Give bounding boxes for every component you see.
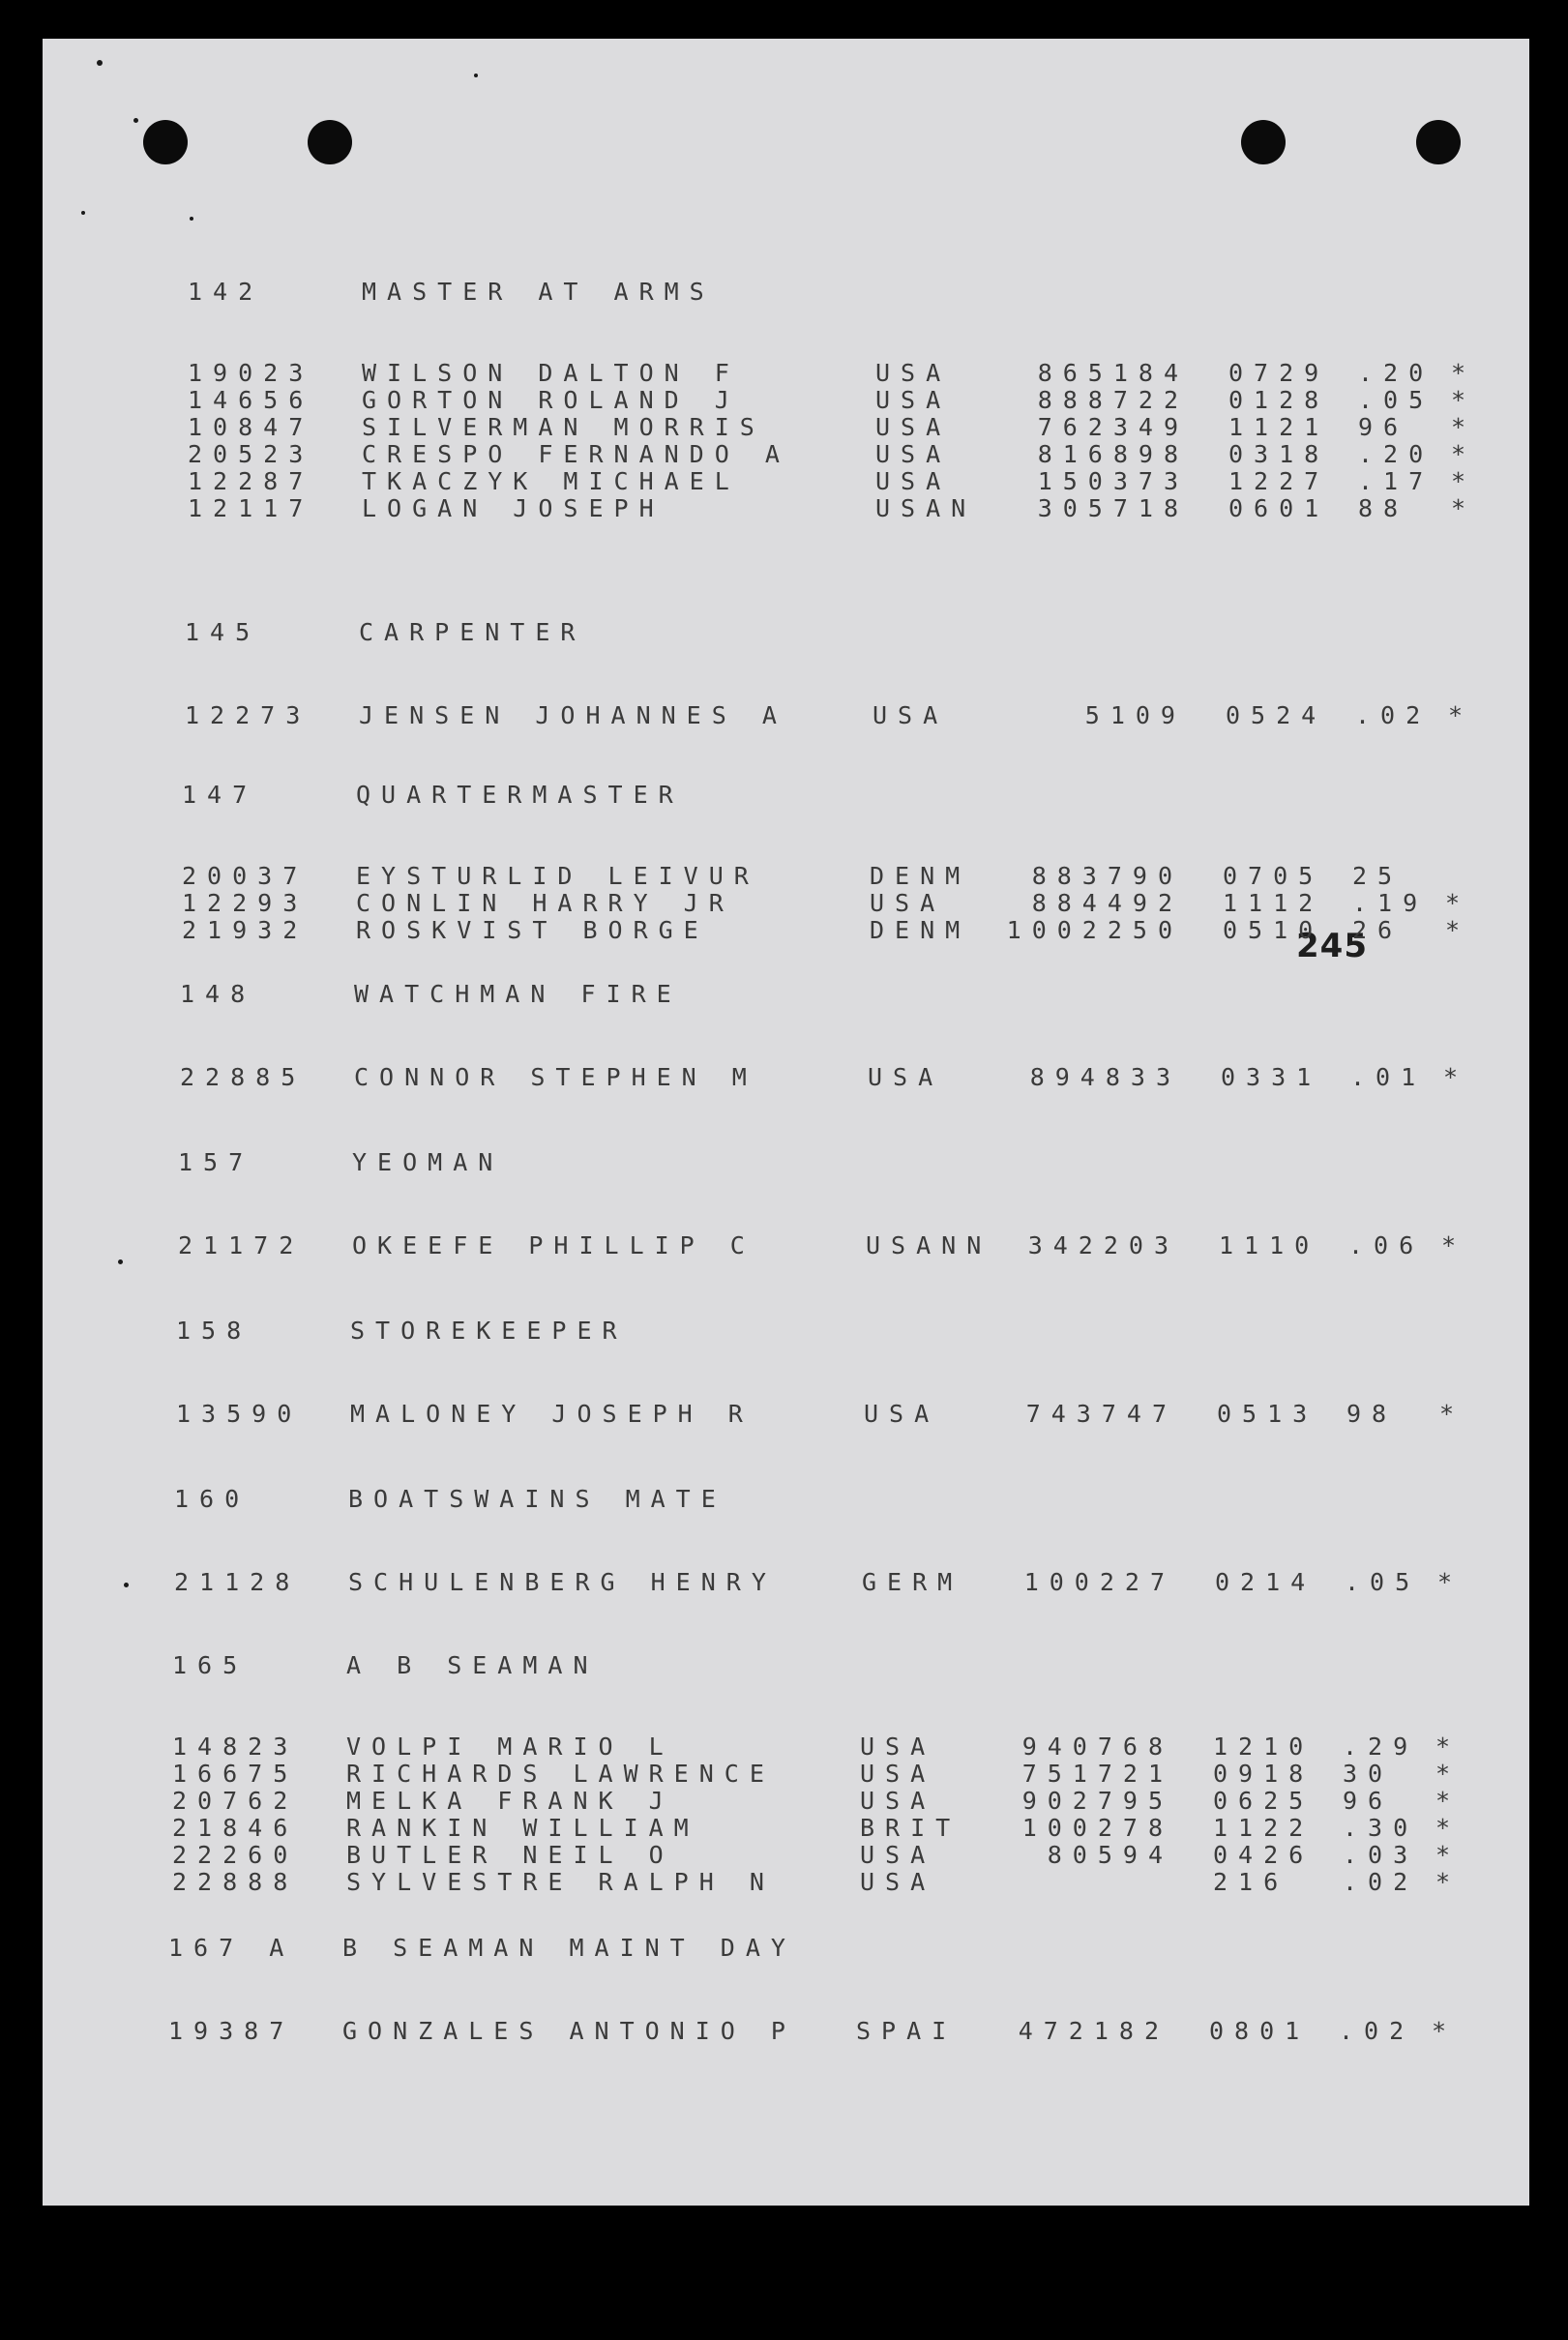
crew-name: RICHARDS LAWRENCE (346, 1760, 775, 1788)
crew-name: OKEEFE PHILLIP C (352, 1231, 755, 1259)
crew-name: ROSKVIST BORGE (356, 916, 709, 944)
document-number: 883790 (1031, 862, 1183, 890)
crew-name: JENSEN JOHANNES A (359, 701, 787, 729)
document-number: 100227 (1023, 1568, 1175, 1596)
document-number: 865184 (1037, 359, 1189, 387)
nationality: DENM (870, 916, 971, 944)
date-code: 1122 (1213, 1814, 1315, 1842)
crew-id: 14823 (172, 1733, 299, 1761)
asterisk-mark: * (1432, 2017, 1447, 2045)
crew-row (43, 387, 1529, 414)
crew-id: 12273 (185, 701, 311, 729)
crew-id: 12287 (188, 467, 314, 495)
crew-id: 14656 (188, 386, 314, 414)
date-code: 0331 (1221, 1063, 1322, 1091)
document-number: 884492 (1031, 889, 1183, 917)
asterisk-mark: * (1439, 1400, 1455, 1428)
rate-value: .06 (1348, 1231, 1425, 1259)
asterisk-mark: * (1435, 1868, 1451, 1896)
rate-value: .20 (1358, 359, 1435, 387)
crew-row (43, 441, 1529, 468)
nationality: BRIT (860, 1814, 962, 1842)
nationality: SPAI (856, 2017, 958, 2045)
asterisk-mark: * (1451, 359, 1466, 387)
date-code: 0128 (1228, 386, 1330, 414)
rate-value: .17 (1358, 467, 1435, 495)
crew-row (43, 414, 1529, 441)
date-code: 1121 (1228, 413, 1330, 441)
rate-value: .20 (1358, 440, 1435, 468)
asterisk-mark: * (1451, 494, 1466, 522)
crew-id: 20037 (182, 862, 309, 890)
rating-section (43, 782, 1524, 944)
crew-name: CRESPO FERNANDO A (362, 440, 790, 468)
rating-section (43, 981, 1522, 1091)
nationality: USANN (866, 1231, 992, 1259)
section-header (43, 782, 1524, 809)
crew-row (43, 890, 1524, 917)
crew-row (43, 1064, 1522, 1091)
rate-value: 88 (1358, 494, 1409, 522)
date-code: 0510 (1223, 916, 1324, 944)
crew-row (43, 1401, 1518, 1428)
crew-row (43, 917, 1524, 944)
date-code: 0918 (1213, 1760, 1315, 1788)
crew-name: VOLPI MARIO L (346, 1733, 674, 1761)
crew-row (43, 2018, 1510, 2045)
nationality: USA (870, 889, 946, 917)
document-number: 305718 (1037, 494, 1189, 522)
rate-value: 96 (1343, 1787, 1394, 1815)
rating-title: QUARTERMASTER (356, 781, 684, 809)
crew-name: RANKIN WILLIAM (346, 1814, 699, 1842)
crew-row (43, 1232, 1520, 1259)
date-code: 0729 (1228, 359, 1330, 387)
nationality: USA (875, 440, 952, 468)
rating-title: YEOMAN (352, 1148, 504, 1176)
rate-value: .01 (1350, 1063, 1427, 1091)
nationality: GERM (862, 1568, 963, 1596)
asterisk-mark: * (1445, 916, 1461, 944)
crew-row (43, 1788, 1514, 1815)
document-number: 743747 (1025, 1400, 1177, 1428)
rating-section (43, 619, 1526, 729)
section-header (43, 1486, 1516, 1513)
crew-name: CONLIN HARRY JR (356, 889, 734, 917)
date-code: 0801 (1209, 2017, 1311, 2045)
crew-row (43, 468, 1529, 495)
document-number: 80594 (1047, 1841, 1173, 1869)
rating-title: B SEAMAN MAINT DAY (342, 1934, 796, 1962)
rating-title: CARPENTER (359, 618, 586, 646)
rating-code: 158 (176, 1317, 252, 1345)
crew-name: CONNOR STEPHEN M (354, 1063, 757, 1091)
crew-id: 22885 (180, 1063, 307, 1091)
document-number: 816898 (1037, 440, 1189, 468)
section-header (43, 1318, 1518, 1345)
rate-value: .02 (1343, 1868, 1419, 1896)
document-number: 902795 (1021, 1787, 1173, 1815)
document-number: 472182 (1018, 2017, 1169, 2045)
crew-id: 10847 (188, 413, 314, 441)
crew-id: 20762 (172, 1787, 299, 1815)
crew-name: TKACZYK MICHAEL (362, 467, 740, 495)
crew-row (43, 702, 1526, 729)
rating-title: BOATSWAINS MATE (348, 1485, 726, 1513)
document-number: 150373 (1037, 467, 1189, 495)
asterisk-mark: * (1435, 1841, 1451, 1869)
rate-value: .30 (1343, 1814, 1419, 1842)
nationality: USA (864, 1400, 940, 1428)
asterisk-mark: * (1451, 386, 1466, 414)
date-code: 0318 (1228, 440, 1330, 468)
section-header (43, 1149, 1520, 1176)
rating-title: MASTER AT ARMS (362, 278, 715, 306)
crew-id: 20523 (188, 440, 314, 468)
section-header (43, 1652, 1514, 1679)
nationality: DENM (870, 862, 971, 890)
crew-name: SYLVESTRE RALPH N (346, 1868, 775, 1896)
crew-listing (43, 39, 1529, 2206)
document-number: 762349 (1037, 413, 1189, 441)
crew-name: BUTLER NEIL O (346, 1841, 674, 1869)
document-number: 940768 (1021, 1733, 1173, 1761)
asterisk-mark: * (1437, 1568, 1453, 1596)
rate-value: .05 (1358, 386, 1435, 414)
crew-id: 13590 (176, 1400, 303, 1428)
crew-row (43, 1842, 1514, 1869)
crew-row (43, 1815, 1514, 1842)
document-number: 888722 (1037, 386, 1189, 414)
crew-id: 21128 (174, 1568, 301, 1596)
date-code: 1110 (1219, 1231, 1320, 1259)
crew-name: SILVERMAN MORRIS (362, 413, 765, 441)
rating-code: 167 A (168, 1934, 295, 1962)
date-code: 0625 (1213, 1787, 1315, 1815)
rate-value: .05 (1345, 1568, 1421, 1596)
rate-value: .02 (1355, 701, 1432, 729)
nationality: USA (873, 701, 949, 729)
rating-code: 160 (174, 1485, 251, 1513)
section-header (43, 1935, 1510, 1962)
asterisk-mark: * (1435, 1787, 1451, 1815)
date-code: 1112 (1223, 889, 1324, 917)
asterisk-mark: * (1451, 413, 1466, 441)
nationality: USA (860, 1787, 936, 1815)
date-code: 216 (1213, 1868, 1289, 1896)
page-number: 245 (1296, 927, 1368, 965)
rating-code: 147 (182, 781, 258, 809)
document-number: 894833 (1029, 1063, 1181, 1091)
document-number: 5109 (1084, 701, 1186, 729)
nationality: USA (860, 1868, 936, 1896)
crew-row (43, 1569, 1516, 1596)
rating-title: A B SEAMAN (346, 1651, 599, 1679)
rate-value: 26 (1352, 916, 1404, 944)
section-header (43, 619, 1526, 646)
nationality: USA (860, 1841, 936, 1869)
crew-name: GORTON ROLAND J (362, 386, 740, 414)
crew-id: 19387 (168, 2017, 295, 2045)
rate-value: 30 (1343, 1760, 1394, 1788)
asterisk-mark: * (1451, 440, 1466, 468)
crew-name: MELKA FRANK J (346, 1787, 674, 1815)
asterisk-mark: * (1435, 1733, 1451, 1761)
rating-title: WATCHMAN FIRE (354, 980, 682, 1008)
crew-id: 21846 (172, 1814, 299, 1842)
document-page (43, 39, 1529, 2206)
crew-row (43, 1869, 1514, 1896)
asterisk-mark: * (1441, 1231, 1457, 1259)
rate-value: .29 (1343, 1733, 1419, 1761)
crew-name: GONZALES ANTONIO P (342, 2017, 796, 2045)
rating-section (43, 1935, 1510, 2045)
crew-name: MALONEY JOSEPH R (350, 1400, 754, 1428)
document-number: 100278 (1021, 1814, 1173, 1842)
crew-row (43, 1761, 1514, 1788)
rating-code: 142 (188, 278, 264, 306)
crew-row (43, 360, 1529, 387)
nationality: USA (875, 413, 952, 441)
date-code: 1227 (1228, 467, 1330, 495)
section-header (43, 981, 1522, 1008)
crew-name: WILSON DALTON F (362, 359, 740, 387)
asterisk-mark: * (1435, 1814, 1451, 1842)
asterisk-mark: * (1435, 1760, 1451, 1788)
date-code: 0513 (1217, 1400, 1318, 1428)
rate-value: 98 (1346, 1400, 1398, 1428)
nationality: USA (875, 467, 952, 495)
rate-value: .03 (1343, 1841, 1419, 1869)
nationality: USA (875, 359, 952, 387)
date-code: 0601 (1228, 494, 1330, 522)
rating-code: 165 (172, 1651, 249, 1679)
crew-row (43, 495, 1529, 522)
date-code: 0214 (1215, 1568, 1317, 1596)
document-number: 1002250 (1006, 916, 1183, 944)
rating-section (43, 1486, 1516, 1596)
rating-code: 157 (178, 1148, 254, 1176)
nationality: USAN (875, 494, 977, 522)
crew-name: SCHULENBERG HENRY (348, 1568, 777, 1596)
section-header (43, 279, 1529, 306)
asterisk-mark: * (1451, 467, 1466, 495)
rating-section (43, 1652, 1514, 1896)
date-code: 0426 (1213, 1841, 1315, 1869)
date-code: 0524 (1226, 701, 1327, 729)
rating-code: 148 (180, 980, 256, 1008)
rate-value: .02 (1339, 2017, 1415, 2045)
crew-row (43, 863, 1524, 890)
crew-id: 22888 (172, 1868, 299, 1896)
document-number: 342203 (1027, 1231, 1179, 1259)
crew-row (43, 1733, 1514, 1761)
rate-value: 96 (1358, 413, 1409, 441)
nationality: USA (868, 1063, 944, 1091)
crew-name: EYSTURLID LEIVUR (356, 862, 759, 890)
asterisk-mark: * (1448, 701, 1464, 729)
rating-section (43, 1149, 1520, 1259)
nationality: USA (860, 1733, 936, 1761)
date-code: 0705 (1223, 862, 1324, 890)
rating-section (43, 1318, 1518, 1428)
rating-title: STOREKEEPER (350, 1317, 628, 1345)
rating-code: 145 (185, 618, 261, 646)
asterisk-mark: * (1445, 889, 1461, 917)
crew-id: 22260 (172, 1841, 299, 1869)
crew-id: 16675 (172, 1760, 299, 1788)
asterisk-mark: * (1443, 1063, 1459, 1091)
crew-name: LOGAN JOSEPH (362, 494, 665, 522)
date-code: 1210 (1213, 1733, 1315, 1761)
document-number: 751721 (1021, 1760, 1173, 1788)
crew-id: 21932 (182, 916, 309, 944)
rating-section (43, 279, 1529, 522)
crew-id: 12293 (182, 889, 309, 917)
crew-id: 12117 (188, 494, 314, 522)
crew-id: 21172 (178, 1231, 305, 1259)
nationality: USA (860, 1760, 936, 1788)
rate-value: .19 (1352, 889, 1429, 917)
nationality: USA (875, 386, 952, 414)
crew-id: 19023 (188, 359, 314, 387)
rate-value: 25 (1352, 862, 1404, 890)
